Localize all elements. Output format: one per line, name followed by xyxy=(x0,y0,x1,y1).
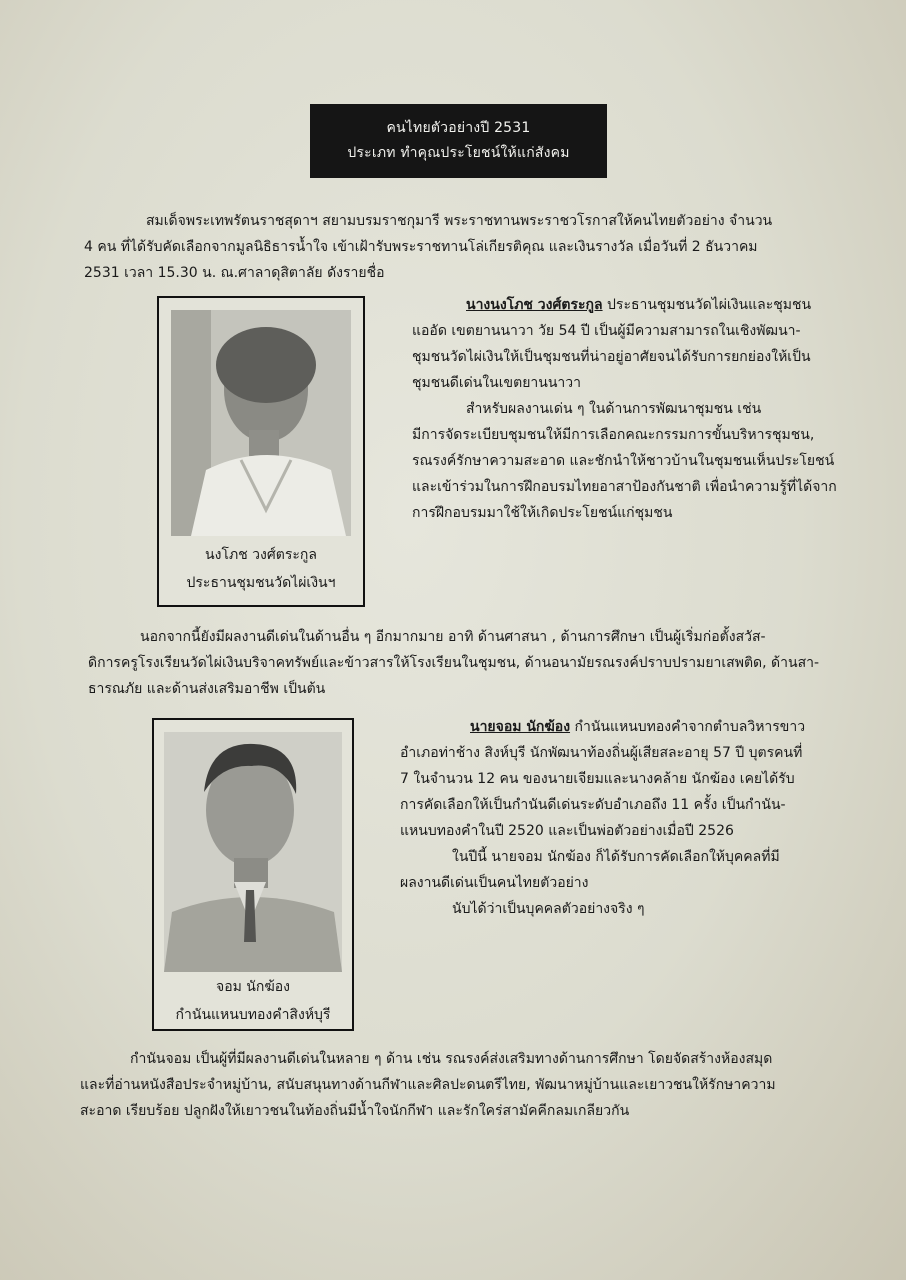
bio-line: ชุมชนดีเด่นในเขตยานนาวา xyxy=(412,375,581,391)
portrait-woman-image xyxy=(171,310,351,536)
title-line-1: คนไทยตัวอย่างปี 2531 xyxy=(386,120,531,136)
extra-line: สะอาด เรียบร้อย ปลูกฝังให้เยาวชนในท้องถิ่นมีน้ำใจนักกีฬา และรักใคร่สามัคคีกลมเกลียวกัน xyxy=(80,1103,630,1119)
bio-line: กำนันแหนบทองคำจากตำบลวิหารขาว xyxy=(574,719,806,735)
person-1-name: นางนงโภช วงศ์ตระกูล xyxy=(466,297,603,313)
portrait-man-image xyxy=(164,732,342,972)
bio-line: นับได้ว่าเป็นบุคคลตัวอย่างจริง ๆ xyxy=(452,901,645,917)
bio-line: ชุมชนวัดไผ่เงินให้เป็นชุมชนที่น่าอยู่อาศัยจนได้รับการยกย่องให้เป็น xyxy=(412,349,811,365)
caption-title-person-1: ประธานชุมชนวัดไผ่เงินฯ xyxy=(186,575,336,591)
person-1-extra xyxy=(88,624,878,702)
portrait-photo-woman xyxy=(171,310,351,536)
intro-paragraph xyxy=(84,208,864,286)
bio-line: ประธานชุมชนวัดไผ่เงินและชุมชน xyxy=(607,297,812,313)
extra-line: กำนันจอม เป็นผู้ที่มีผลงานดีเด่นในหลาย ๆ ด้าน เช่น รณรงค์ส่งเสริมทางด้านการศึกษา โดยจัดสร้างห้องสมุด xyxy=(130,1051,773,1067)
extra-line: นอกจากนี้ยังมีผลงานดีเด่นในด้านอื่น ๆ อีกมากมาย อาทิ ด้านศาสนา , ด้านการศึกษา เป็นผู้เริ่มก่อตั้งสวัส- xyxy=(140,629,766,645)
caption-name-person-2: จอม นักฆ้อง xyxy=(216,979,290,995)
photo-frame-person-1 xyxy=(157,296,365,607)
intro-line: 2531 เวลา 15.30 น. ณ.ศาลาดุสิตาลัย ดังรายชื่อ xyxy=(84,265,385,281)
bio-line: 7 ในจำนวน 12 คน ของนายเจียมและนางคล้าย นักฆ้อง เคยได้รับ xyxy=(400,771,795,787)
bio-line: อำเภอท่าช้าง สิงห์บุรี นักพัฒนาท้องถิ่นผู้เสียสละอายุ 57 ปี บุตรคนที่ xyxy=(400,745,803,761)
bio-line: รณรงค์รักษาความสะอาด และชักนำให้ชาวบ้านในชุมชนเห็นประโยชน์ xyxy=(412,453,835,469)
title-box xyxy=(310,104,607,178)
person-2-extra xyxy=(80,1046,880,1124)
intro-line: สมเด็จพระเทพรัตนราชสุดาฯ สยามบรมราชกุมารี พระราชทานพระราชวโรกาสให้คนไทยตัวอย่าง จำนวน xyxy=(146,213,773,229)
bio-line: สำหรับผลงานเด่น ๆ ในด้านการพัฒนาชุมชน เช่น xyxy=(466,401,762,417)
bio-line: ผลงานดีเด่นเป็นคนไทยตัวอย่าง xyxy=(400,875,589,891)
bio-line: และเข้าร่วมในการฝึกอบรมไทยอาสาป้องกันชาติ เพื่อนำความรู้ที่ได้จาก xyxy=(412,479,837,495)
bio-line: ในปีนี้ นายจอม นักฆ้อง ก็ได้รับการคัดเลือกให้บุคคลที่มี xyxy=(452,849,780,865)
bio-line: แหนบทองคำในปี 2520 และเป็นพ่อตัวอย่างเมื่อปี 2526 xyxy=(400,823,734,839)
person-1-bio xyxy=(400,292,870,526)
bio-line: การคัดเลือกให้เป็นกำนันดีเด่นระดับอำเภอถึง 11 ครั้ง เป็นกำนัน- xyxy=(400,797,786,813)
extra-line: ดิการครูโรงเรียนวัดไผ่เงินบริจาคทรัพย์และข้าวสารให้โรงเรียนในชุมชน, ด้านอนามัยรณรงค์ปราบปรามยาเสพติด, ด้านสา- xyxy=(88,655,820,671)
portrait-photo-man xyxy=(164,732,342,972)
photo-frame-person-2 xyxy=(152,718,354,1031)
extra-line: และที่อ่านหนังสือประจำหมู่บ้าน, สนับสนุนทางด้านกีฬาและศิลปะดนตรีไทย, พัฒนาหมู่บ้านและเยาวชนให้รักษาความ xyxy=(80,1077,776,1093)
bio-line: การฝึกอบรมมาใช้ให้เกิดประโยชน์แก่ชุมชน xyxy=(412,505,673,521)
bio-first-line xyxy=(400,292,870,318)
person-2-name: นายจอม นักฆ้อง xyxy=(470,719,571,735)
person-2-bio xyxy=(390,714,870,922)
extra-line: ธารณภัย และด้านส่งเสริมอาชีพ เป็นต้น xyxy=(88,681,326,697)
bio-line: แออัด เขตยานนาวา วัย 54 ปี เป็นผู้มีความสามารถในเชิงพัฒนา- xyxy=(412,323,801,339)
bio-line: มีการจัดระเบียบชุมชนให้มีการเลือกคณะกรรมการขั้นบริหารชุมชน, xyxy=(412,427,815,443)
caption-title-person-2: กำนันแหนบทองคำสิงห์บุรี xyxy=(175,1007,331,1023)
caption-name-person-1: นงโภช วงศ์ตระกูล xyxy=(205,547,317,563)
title-line-2: ประเภท ทำคุณประโยชน์ให้แก่สังคม xyxy=(347,145,570,161)
intro-line: 4 คน ที่ได้รับคัดเลือกจากมูลนิธิธารน้ำใจ เข้าเฝ้ารับพระราชทานโล่เกียรติคุณ และเงินรางวัล เมื่อวันที่ 2 ธันวาคม xyxy=(84,239,758,255)
bio-first-line xyxy=(390,714,870,740)
